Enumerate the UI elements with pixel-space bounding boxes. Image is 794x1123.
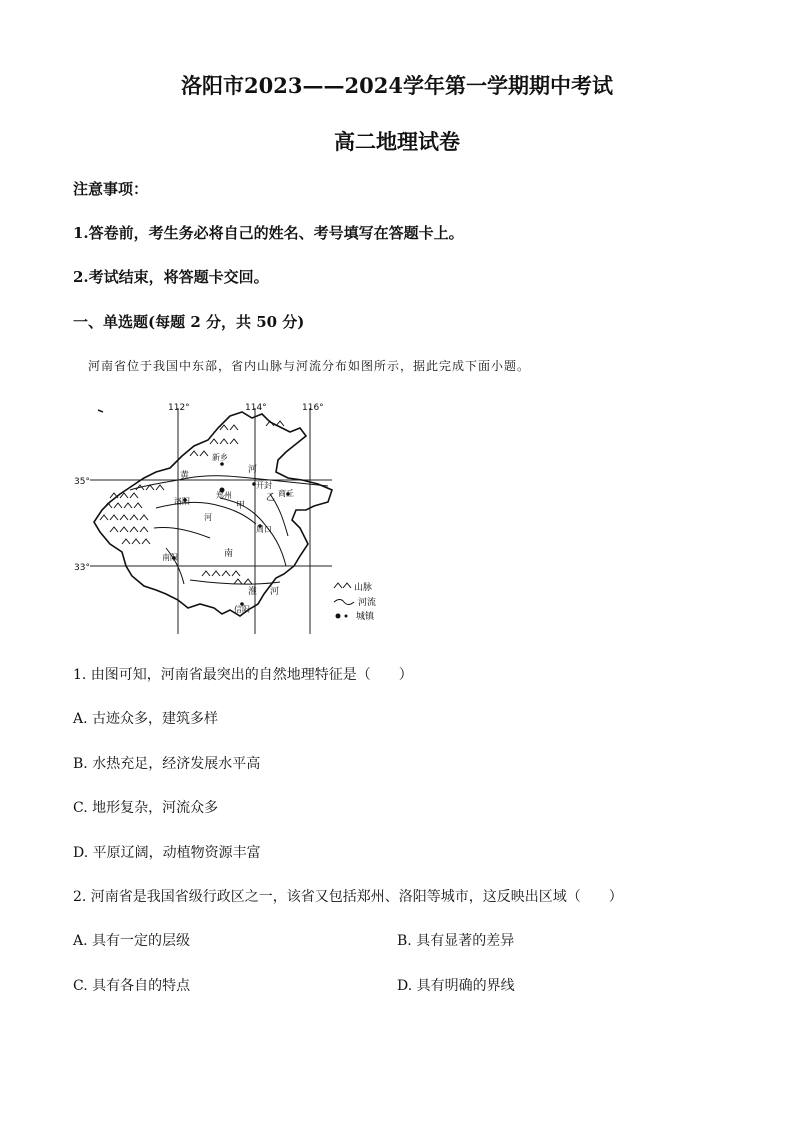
question-1-option-d: D. 平原辽阔，动植物资源丰富 (73, 845, 261, 861)
question-2-option-b: B. 具有显著的差异 (397, 933, 515, 949)
lon-label-112: 112° (168, 403, 190, 413)
section-title: 一、单选题(每题 2 分，共 50 分) (73, 313, 305, 331)
place-xinyang: 信阳 (234, 605, 250, 614)
place-zhoukou: 周口 (256, 525, 272, 534)
city-legend-icon (336, 614, 341, 619)
exam-title: 洛阳市2023——2024学年第一学期期中考试 (181, 73, 613, 98)
lat-label-33: 33° (74, 563, 90, 573)
legend-mountain: 山脉 (354, 583, 373, 593)
place-nanyang: 南阳 (162, 553, 178, 562)
henan-map (70, 398, 400, 638)
place-huang: 黄 (180, 471, 190, 481)
question-2-option-d: D. 具有明确的界线 (397, 978, 515, 994)
place-luohe: 河 (204, 513, 212, 522)
place-jia: 甲 (236, 501, 246, 511)
notes-heading: 注意事项： (73, 180, 149, 198)
legend-river: 河流 (358, 598, 377, 608)
place-yi: 乙 (266, 493, 276, 503)
river-legend-icon (334, 600, 354, 605)
lat-label-35: 35° (74, 477, 90, 487)
place-luoyang: 洛阳 (174, 497, 190, 506)
question-1-option-c: C. 地形复杂，河流众多 (73, 800, 219, 816)
place-he: 河 (248, 465, 258, 475)
province-outline (94, 412, 332, 616)
place-he2: 河 (270, 587, 280, 597)
place-nan: 南 (224, 549, 234, 559)
place-huai: 淮 (248, 587, 258, 597)
question-2-stem: 2. 河南省是我国省级行政区之一，该省又包括郑州、洛阳等城市，这反映出区域（ ） (73, 889, 623, 905)
legend-town: 城镇 (356, 612, 375, 622)
map-legend (334, 581, 376, 622)
question-2-option-a: A. 具有一定的层级 (73, 933, 191, 949)
town-legend-icon (345, 615, 348, 618)
question-1-option-a: A. 古迹众多，建筑多样 (73, 711, 219, 727)
lon-label-114: 114° (245, 403, 267, 413)
question-2-option-c: C. 具有各自的特点 (73, 978, 191, 994)
question-1-option-b: B. 水热充足，经济发展水平高 (73, 756, 261, 772)
place-xinxiang: 新乡 (212, 453, 228, 462)
mountain-legend-icon (334, 583, 351, 588)
lon-label-116: 116° (302, 403, 324, 413)
exam-subtitle: 高二地理试卷 (334, 129, 460, 154)
question-1-stem: 1. 由图可知，河南省最突出的自然地理特征是（ ） (73, 667, 413, 683)
map-mark (98, 410, 103, 412)
section-intro: 河南省位于我国中东部，省内山脉与河流分布如图所示，据此完成下面小题。 (88, 359, 531, 373)
place-shangqiu: 商丘 (278, 489, 294, 498)
place-zhengzhou: 郑州 (216, 491, 232, 500)
note-item-1: 1.答卷前，考生务必将自己的姓名、考号填写在答题卡上。 (73, 224, 464, 242)
note-item-2: 2.考试结束，将答题卡交回。 (73, 268, 269, 286)
place-kaifeng: 开封 (256, 481, 272, 490)
